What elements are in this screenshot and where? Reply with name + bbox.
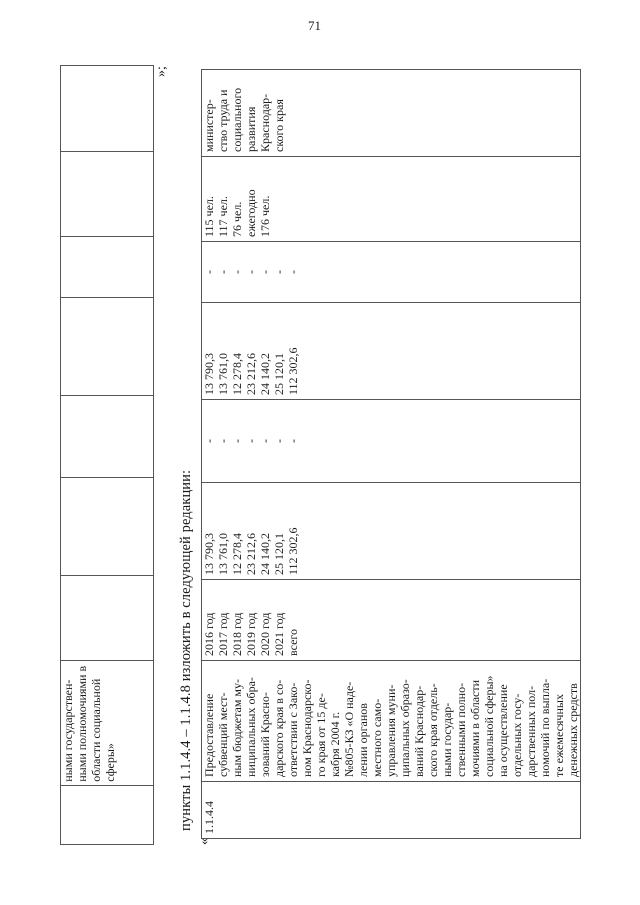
executor-line: социального: [230, 87, 244, 152]
total-amount: 13 761,0: [216, 533, 230, 575]
row-total-amounts: [202, 487, 300, 575]
prev-cell-number: [61, 785, 154, 844]
row-years: [202, 584, 300, 656]
result-line: 76 чел.: [230, 201, 244, 237]
prev-desc-line: области социальной: [89, 678, 103, 782]
row-federal-amounts: [202, 404, 300, 478]
row-local-cell: [202, 242, 581, 303]
description-line: ского края отдель-: [426, 683, 440, 777]
page-number: 71: [308, 18, 321, 33]
prev-desc-line: сферы»: [103, 743, 117, 782]
result-line: 117 чел.: [216, 196, 230, 237]
description-line: зований Красно-: [258, 692, 272, 777]
description-line: на осуществление: [496, 684, 510, 777]
prev-desc-line: ными полномочиями в: [75, 665, 89, 782]
row-description-cell: [202, 661, 581, 782]
description-line: ципальных образо-: [398, 679, 412, 777]
description-line: ответствии с Зако-: [286, 682, 300, 777]
prev-cell-total: [61, 478, 154, 576]
federal-amount: -: [258, 439, 272, 443]
row-years-cell: [202, 580, 581, 661]
executor-line: развития: [244, 106, 258, 152]
result-line: 176 чел.: [258, 195, 272, 237]
row-federal-cell: [202, 400, 581, 483]
federal-amount: -: [244, 439, 258, 443]
description-line: ными государ-: [440, 702, 454, 777]
prev-cell-executor: [61, 66, 154, 152]
year-label: 2016 год: [202, 612, 216, 656]
regional-amount: 12 278,4: [230, 353, 244, 395]
total-amount: 25 120,1: [272, 533, 286, 575]
prev-description-lines: [61, 664, 117, 782]
row-number-cell: [202, 782, 581, 839]
federal-amount: -: [272, 439, 286, 443]
rotated-sheet: [60, 65, 620, 845]
total-amount: 13 790,3: [202, 533, 216, 575]
federal-amount: -: [216, 439, 230, 443]
opening-quote: «: [197, 838, 212, 845]
executor-line: ство труда и: [216, 89, 230, 152]
row-local-amounts: [202, 246, 300, 298]
row-regional-cell: [202, 303, 581, 400]
regional-amount: 23 212,6: [244, 353, 258, 395]
prev-cell-regional: [61, 298, 154, 396]
year-label: 2021 год: [272, 612, 286, 656]
executor-line: министер-: [202, 99, 216, 152]
year-label: 2019 год: [244, 612, 258, 656]
description-line: управления муни-: [384, 684, 398, 777]
local-amount: -: [258, 270, 272, 274]
description-line: ном Краснодарско-: [300, 679, 314, 777]
section-heading: пункты 1.1.4.4 – 1.1.4.8 изложить в следующей редакции:: [178, 469, 194, 831]
description-line: ственными полно-: [454, 682, 468, 777]
local-amount: -: [216, 270, 230, 274]
description-line: Предоставление: [202, 693, 216, 777]
result-line: 115 чел.: [202, 196, 216, 237]
description-line: ваний Краснодар-: [412, 685, 426, 777]
description-line: отдельных госу-: [510, 693, 524, 777]
row-executor: [202, 74, 286, 152]
description-line: социальной сферы»: [482, 675, 496, 777]
description-line: те ежемесячных: [552, 694, 566, 777]
total-amount: 112 302,6: [286, 527, 300, 575]
row-executor-cell: [202, 70, 581, 157]
prev-cell-local: [61, 236, 154, 297]
row-total-cell: [202, 483, 581, 580]
executor-line: ского края: [272, 99, 286, 152]
local-amount: -: [244, 270, 258, 274]
year-label: 2018 год: [230, 612, 244, 656]
prev-table-fragment: [60, 65, 154, 845]
description-line: ным бюджетам му-: [230, 678, 244, 777]
prev-cell-result: [61, 152, 154, 236]
total-amount: 24 140,2: [258, 533, 272, 575]
table-row: [202, 70, 581, 839]
local-amount: -: [230, 270, 244, 274]
row-result: [202, 161, 272, 237]
year-label: 2020 год: [258, 612, 272, 656]
description-line: субвенций мест-: [216, 692, 230, 777]
prev-cell-years: [61, 576, 154, 660]
description-line: номочий по выпла-: [538, 678, 552, 777]
prev-cell-federal: [61, 396, 154, 478]
regional-amount: 13 790,3: [202, 353, 216, 395]
description-line: лении органов: [356, 703, 370, 777]
prev-cell-description: [61, 660, 154, 785]
description-line: №805-КЗ «О наде-: [342, 681, 356, 777]
federal-amount: -: [202, 439, 216, 443]
year-label: 2017 год: [216, 612, 230, 656]
total-amount: 12 278,4: [230, 533, 244, 575]
description-line: мочиями в области: [468, 679, 482, 777]
local-amount: -: [286, 270, 300, 274]
prev-desc-line: ными государствен-: [61, 679, 75, 782]
description-line: ниципальных обра-: [244, 677, 258, 777]
row-result-cell: [202, 157, 581, 242]
federal-amount: -: [286, 439, 300, 443]
description-line: дарского края в со-: [272, 679, 286, 777]
row-number: 1.1.4.4: [202, 801, 216, 834]
regional-amount: 13 761,0: [216, 353, 230, 395]
description-line: дарственных пол-: [524, 685, 538, 777]
local-amount: -: [272, 270, 286, 274]
regional-amount: 24 140,2: [258, 353, 272, 395]
description-line: местного само-: [370, 698, 384, 777]
result-line: ежегодно: [244, 189, 258, 237]
regional-amount: 25 120,1: [272, 353, 286, 395]
total-amount: 23 212,6: [244, 533, 258, 575]
closing-quote: »;: [154, 66, 169, 77]
federal-amount: -: [230, 439, 244, 443]
description-line: кабря 2004 г.: [328, 711, 342, 777]
executor-line: Краснодар-: [258, 93, 272, 152]
description-line: го края от 15 де-: [314, 693, 328, 777]
regional-amount: 112 302,6: [286, 347, 300, 395]
year-label: всего: [286, 628, 300, 656]
row-regional-amounts: [202, 307, 300, 395]
program-table: [201, 69, 581, 839]
description-line: денежных средств: [566, 683, 580, 777]
row-description: [202, 665, 580, 777]
local-amount: -: [202, 270, 216, 274]
